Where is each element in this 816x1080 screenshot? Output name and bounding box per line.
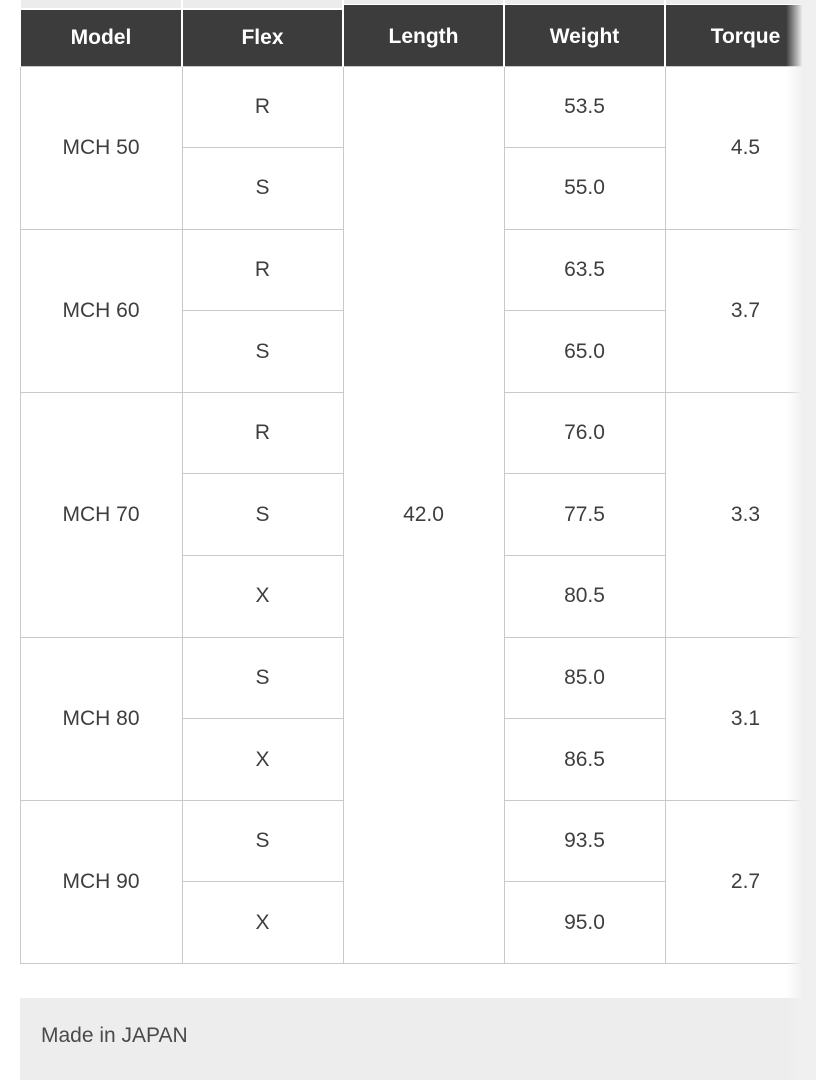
spec-table <box>19 0 816 964</box>
model-cell: MCH 80 <box>20 637 182 800</box>
torque-cell: 4.5 <box>665 66 816 229</box>
weight-cell: 76.0 <box>504 392 665 474</box>
header-row <box>20 9 816 66</box>
weight-cell: 85.0 <box>504 637 665 719</box>
flex-cell: S <box>182 637 343 719</box>
column-header-flex: Flex <box>182 9 343 66</box>
spec-table-container <box>19 0 816 964</box>
weight-cell: 86.5 <box>504 719 665 801</box>
column-header-model: Model <box>20 9 182 66</box>
model-cell: MCH 90 <box>20 800 182 963</box>
model-cell: MCH 70 <box>20 392 182 637</box>
flex-cell: R <box>182 66 343 148</box>
flex-cell: R <box>182 229 343 311</box>
weight-cell: 53.5 <box>504 66 665 148</box>
torque-cell: 3.1 <box>665 637 816 800</box>
flex-cell: S <box>182 474 343 556</box>
flex-cell: R <box>182 392 343 474</box>
column-header-length: Length <box>343 9 504 66</box>
torque-cell: 2.7 <box>665 800 816 963</box>
flex-cell: S <box>182 148 343 230</box>
flex-cell: X <box>182 719 343 801</box>
flex-cell: S <box>182 800 343 882</box>
flex-cell: X <box>182 556 343 638</box>
made-in-note-text: Made in JAPAN <box>41 1024 188 1048</box>
weight-cell: 77.5 <box>504 474 665 556</box>
weight-cell: 93.5 <box>504 800 665 882</box>
made-in-note <box>20 998 816 1080</box>
weight-cell: 65.0 <box>504 311 665 393</box>
torque-cell: 3.7 <box>665 229 816 392</box>
flex-cell: X <box>182 882 343 964</box>
weight-cell: 63.5 <box>504 229 665 311</box>
weight-cell: 95.0 <box>504 882 665 964</box>
column-header-torque: Torque <box>665 9 816 66</box>
weight-cell: 55.0 <box>504 148 665 230</box>
flex-cell: S <box>182 311 343 393</box>
column-header-weight: Weight <box>504 9 665 66</box>
spec-row <box>20 66 816 148</box>
model-cell: MCH 50 <box>20 66 182 229</box>
length-cell: 42.0 <box>343 66 504 964</box>
weight-cell: 80.5 <box>504 556 665 638</box>
model-cell: MCH 60 <box>20 229 182 392</box>
torque-cell: 3.3 <box>665 392 816 637</box>
